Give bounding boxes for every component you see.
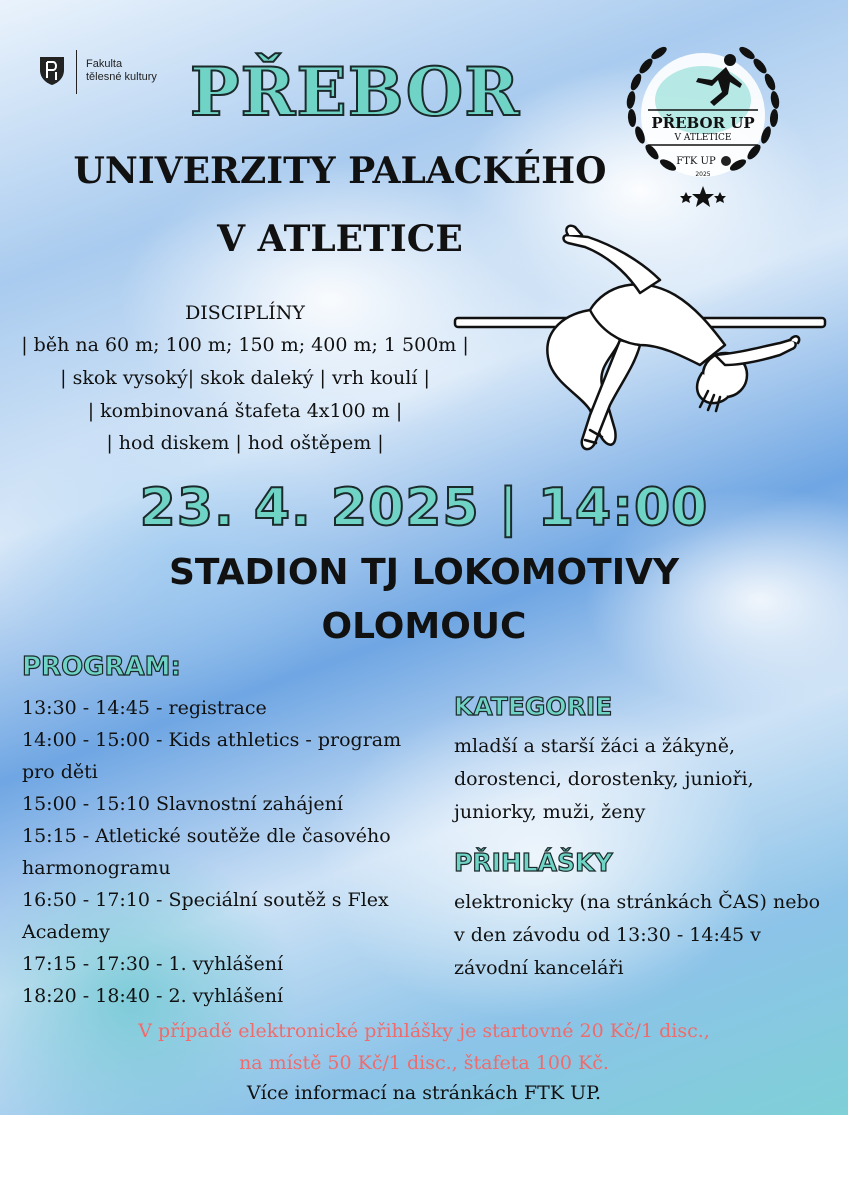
university-emblem-icon (36, 54, 68, 86)
page-title: PŘEBOR (189, 53, 521, 131)
venue-city: OLOMOUC (321, 606, 527, 647)
venue-name: STADION TJ LOKOMOTIVY (168, 552, 680, 593)
program-item: 17:15 - 17:30 - 1. vyhlášení (22, 953, 284, 975)
title-university: UNIVERZITY PALACKÉHO (73, 150, 607, 192)
program-item: 15:00 - 15:10 Slavnostní zahájení (22, 793, 343, 815)
program-item: 15:15 - Atletické soutěže dle časového harmonogramu (22, 825, 391, 879)
categories-text: mladší a starší žáci a žákyně, dorostenci, dorostenky, junioři, juniorky, muži, ženy (454, 735, 754, 823)
event-badge (618, 30, 788, 210)
badge-org: FTK UP (676, 156, 716, 167)
registration-text: elektronicky (na stránkách ČAS) nebo v den závodu od 13:30 - 14:45 v závodní kanceláři (454, 891, 821, 979)
stars-icon (680, 186, 726, 207)
logo-text-line2: tělesné kultury (86, 71, 157, 83)
badge-year: 2025 (695, 171, 711, 178)
logo-divider (76, 50, 77, 94)
badge-subtitle: V ATLETICE (674, 133, 732, 143)
disciplines-line: | kombinovaná štafeta 4x100 m | (87, 400, 403, 422)
disciplines-line: | běh na 60 m; 100 m; 150 m; 400 m; 1 500m | (21, 334, 469, 356)
fee-note-line1: V případě elektronické přihlášky je startovné 20 Kč/1 disc., (138, 1020, 710, 1042)
disciplines-heading: DISCIPLÍNY (185, 302, 305, 324)
program-item: 13:30 - 14:45 - registrace (22, 697, 267, 719)
high-jumper-illustration (440, 215, 840, 465)
title-discipline: V ATLETICE (217, 218, 463, 260)
logo-text-line1: Fakulta (86, 58, 123, 70)
info-note: Více informací na stránkách FTK UP. (246, 1082, 602, 1104)
badge-title: PŘEBOR UP (651, 114, 755, 132)
program-item: 14:00 - 15:00 - Kids athletics - program pro děti (22, 729, 402, 783)
badge-emblem-icon (721, 156, 731, 166)
registration-heading: PŘIHLÁŠKY (454, 848, 613, 877)
program-heading: PROGRAM: (22, 652, 181, 682)
program-item: 16:50 - 17:10 - Speciální soutěž s Flex Academy (22, 889, 389, 943)
event-date-time: 23. 4. 2025 | 14:00 (139, 478, 709, 538)
program-item: 18:20 - 18:40 - 2. vyhlášení (22, 985, 284, 1007)
fee-note-line2: na místě 50 Kč/1 disc., štafeta 100 Kč. (239, 1052, 609, 1074)
program-list (22, 692, 432, 1012)
disciplines-line: | hod diskem | hod oštěpem | (106, 432, 384, 454)
categories-heading: KATEGORIE (454, 692, 613, 721)
disciplines-line: | skok vysoký| skok daleký | vrh koulí | (60, 367, 430, 389)
